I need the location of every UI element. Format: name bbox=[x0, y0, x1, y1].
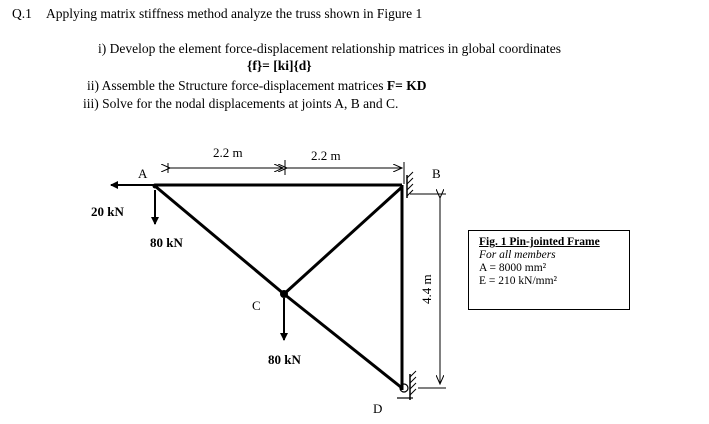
caption-title: Fig. 1 Pin-jointed Frame bbox=[479, 236, 600, 248]
caption-area: A = 8000 mm² bbox=[479, 262, 547, 274]
dim-right-label: 2.2 m bbox=[311, 148, 341, 163]
load-vertical-a-label: 80 kN bbox=[150, 235, 183, 250]
load-vertical-c-label: 80 kN bbox=[268, 352, 301, 367]
node-d-label: D bbox=[373, 401, 383, 416]
part-iii-text: iii) Solve for the nodal displacements at joints A, B and C. bbox=[83, 96, 399, 111]
dim-height-label: 4.4 m bbox=[419, 274, 434, 304]
figure-caption bbox=[468, 230, 630, 310]
dim-left-label: 2.2 m bbox=[213, 145, 243, 160]
node-a-label: A bbox=[138, 166, 148, 181]
load-horizontal-a-label: 20 kN bbox=[91, 204, 124, 219]
caption-modulus: E = 210 kN/mm² bbox=[479, 275, 557, 287]
joint-c bbox=[280, 290, 288, 298]
member-cb bbox=[284, 187, 402, 294]
node-b-label: B bbox=[432, 166, 441, 181]
dimension-top bbox=[168, 160, 404, 184]
question-text: Applying matrix stiffness method analyze the truss shown in Figure 1 bbox=[46, 6, 423, 21]
node-c-label: C bbox=[252, 298, 261, 313]
question-number: Q.1 bbox=[12, 6, 32, 21]
part-ii-text: ii) Assemble the Structure force-displacement matrices bbox=[87, 78, 387, 93]
equation: {f}= [ki]{d} bbox=[247, 58, 312, 73]
part-i-text: i) Develop the element force-displacement relationship matrices in global coordinates bbox=[98, 41, 561, 56]
caption-subtitle: For all members bbox=[479, 249, 556, 261]
member-cd bbox=[284, 294, 402, 388]
part-ii-equation: F= KD bbox=[386, 78, 427, 93]
